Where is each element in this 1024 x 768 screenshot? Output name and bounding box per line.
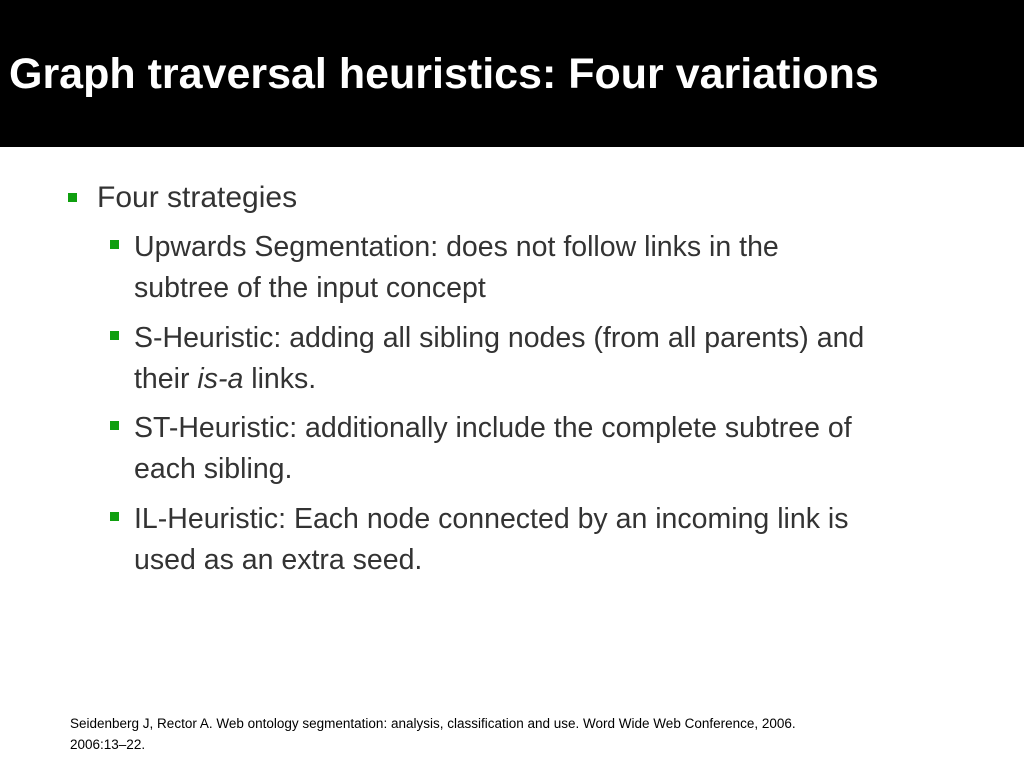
footnote-line1: Seidenberg J, Rector A. Web ontology segmentation: analysis, classification and use. Word Wide Web Conference, 2006. [70,716,796,731]
s-heuristic-text-before: their [134,363,198,395]
square-bullet-icon [110,240,119,249]
bullet-st-heuristic-line2: each sibling. [134,453,293,485]
footnote-line2: 2006:13–22. [70,737,146,752]
bullet-il-heuristic-line1: IL-Heuristic: Each node connected by an incoming link is [134,503,849,535]
square-bullet-icon [110,512,119,521]
s-heuristic-text-after: links. [243,363,317,395]
bullet-st-heuristic-line1: ST-Heuristic: additionally include the complete subtree of [134,412,852,444]
bullet-upwards-segmentation-line2: subtree of the input concept [134,272,486,304]
bullet-s-heuristic-line2 [134,359,316,400]
bullet-s-heuristic-line1: S-Heuristic: adding all sibling nodes (from all parents) and [134,322,865,354]
slide-title: Graph traversal heuristics: Four variations [9,50,879,98]
bullet-upwards-segmentation-line1: Upwards Segmentation: does not follow links in the [134,231,779,263]
square-bullet-icon [110,331,119,340]
square-bullet-icon [110,421,119,430]
bullet-il-heuristic-line2: used as an extra seed. [134,544,423,576]
footnote-citation [70,713,970,755]
title-bar [0,0,1024,147]
square-bullet-icon [68,193,77,202]
bullet-four-strategies: Four strategies [97,181,298,214]
is-a-italic: is-a [197,363,244,395]
